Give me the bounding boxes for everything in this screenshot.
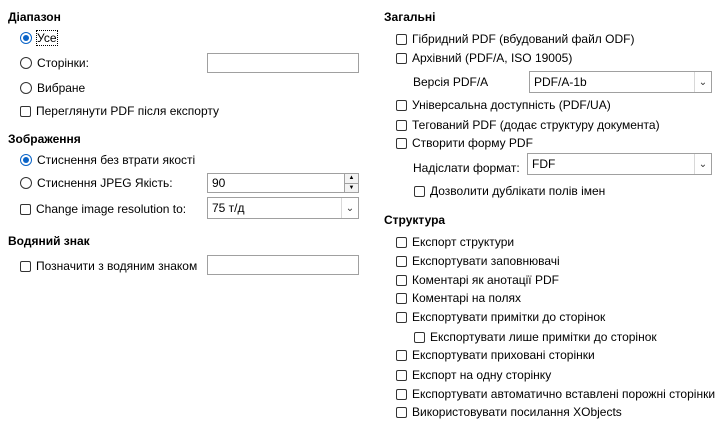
resolution-label: Change image resolution to: [36,202,187,216]
hidden-pages-checkbox[interactable] [396,347,595,363]
view-pdf-checkbox[interactable] [20,103,219,119]
images-heading: Зображення [8,132,81,146]
checkbox-icon [20,261,31,272]
checkbox-icon [396,389,407,400]
comments-annotations-label: Коментарі як анотації PDF [412,273,559,287]
submit-format-label: Надіслати формат: [413,161,520,175]
range-selection-radio[interactable] [20,80,85,96]
resolution-checkbox[interactable] [20,201,186,217]
export-placeholders-checkbox[interactable] [396,253,560,269]
export-notes-label: Експортувати примітки до сторінок [412,310,606,324]
radio-icon [20,82,32,94]
export-notes-checkbox[interactable] [396,309,605,325]
jpeg-radio[interactable] [20,175,173,191]
tagged-label: Тегований PDF (додає структуру документа) [412,118,660,132]
export-placeholders-label: Експортувати заповнювачі [412,254,560,268]
form-checkbox[interactable] [396,135,533,151]
lossless-radio[interactable] [20,152,195,168]
range-selection-label: Вибране [37,81,86,95]
comments-margin-checkbox[interactable] [396,290,521,306]
jpeg-label: Стиснення JPEG Якість: [37,176,173,190]
range-pages-label: Сторінки: [37,56,89,70]
tagged-checkbox[interactable] [396,117,660,133]
radio-selected-icon [20,32,32,44]
checkbox-icon [396,370,407,381]
watermark-heading: Водяний знак [8,234,90,248]
notes-only-checkbox[interactable] [414,329,657,345]
blank-pages-checkbox[interactable] [396,386,715,402]
checkbox-icon [396,34,407,45]
watermark-checkbox[interactable] [20,258,197,274]
chevron-down-icon: ⌄ [694,72,711,92]
range-all-label: Усе [37,31,57,45]
checkbox-icon [396,275,407,286]
resolution-select[interactable] [207,197,359,219]
blank-pages-label: Експортувати автоматично вставлені порожні сторінки [412,387,716,401]
checkbox-icon [20,106,31,117]
checkbox-icon [396,138,407,149]
duplicates-label: Дозволити дублікати полів імен [430,184,606,198]
pdfa-version-label: Версія PDF/A [413,75,489,89]
checkbox-icon [20,204,31,215]
checkbox-icon [396,237,407,248]
hybrid-label: Гібридний PDF (вбудований файл ODF) [412,32,635,46]
hybrid-checkbox[interactable] [396,31,634,47]
comments-margin-label: Коментарі на полях [412,291,521,305]
checkbox-icon [414,332,425,343]
checkbox-icon [396,120,407,131]
radio-icon [20,57,32,69]
export-outline-checkbox[interactable] [396,234,514,250]
spin-up-icon[interactable]: ▲ [344,174,358,183]
xobjects-checkbox[interactable] [396,404,622,420]
radio-icon [20,177,32,189]
single-page-checkbox[interactable] [396,367,551,383]
archive-label: Архівний (PDF/A, ISO 19005) [412,51,573,65]
chevron-down-icon: ⌄ [694,154,711,174]
chevron-down-icon: ⌄ [341,198,358,218]
range-all-radio[interactable] [20,30,57,46]
range-heading: Діапазон [8,10,61,24]
watermark-input[interactable] [207,255,359,275]
view-pdf-label: Переглянути PDF після експорту [36,104,220,118]
single-page-label: Експорт на одну сторінку [412,368,552,382]
general-heading: Загальні [384,10,436,24]
comments-annotations-checkbox[interactable] [396,272,559,288]
watermark-label: Позначити з водяним знаком [36,259,198,273]
pdfa-version-value: PDF/A-1b [534,75,587,89]
pdfa-version-select[interactable] [529,71,712,93]
checkbox-icon [396,407,407,418]
radio-selected-icon [20,154,32,166]
hidden-pages-label: Експортувати приховані сторінки [412,348,595,362]
spin-down-icon[interactable]: ▼ [344,183,358,193]
resolution-value: 75 т/д [212,201,245,215]
archive-checkbox[interactable] [396,50,572,66]
checkbox-icon [396,312,407,323]
range-pages-radio[interactable] [20,55,89,71]
form-label: Створити форму PDF [412,136,533,150]
checkbox-icon [396,293,407,304]
notes-only-label: Експортувати лише примітки до сторінок [430,330,657,344]
submit-format-value: FDF [532,157,556,171]
checkbox-icon [396,53,407,64]
xobjects-label: Використовувати посилання XObjects [412,405,622,419]
pages-input[interactable] [207,53,359,73]
duplicates-checkbox[interactable] [414,183,605,199]
submit-format-select[interactable] [527,153,712,175]
checkbox-icon [396,350,407,361]
structure-heading: Структура [384,213,446,227]
jpeg-quality-spinbox[interactable] [207,173,359,193]
jpeg-quality-value: 90 [212,176,226,190]
export-outline-label: Експорт структури [412,235,515,249]
checkbox-icon [396,256,407,267]
ua-checkbox[interactable] [396,97,611,113]
lossless-label: Стиснення без втрати якості [37,153,196,167]
checkbox-icon [396,100,407,111]
checkbox-icon [414,186,425,197]
ua-label: Універсальна доступність (PDF/UA) [412,98,611,112]
